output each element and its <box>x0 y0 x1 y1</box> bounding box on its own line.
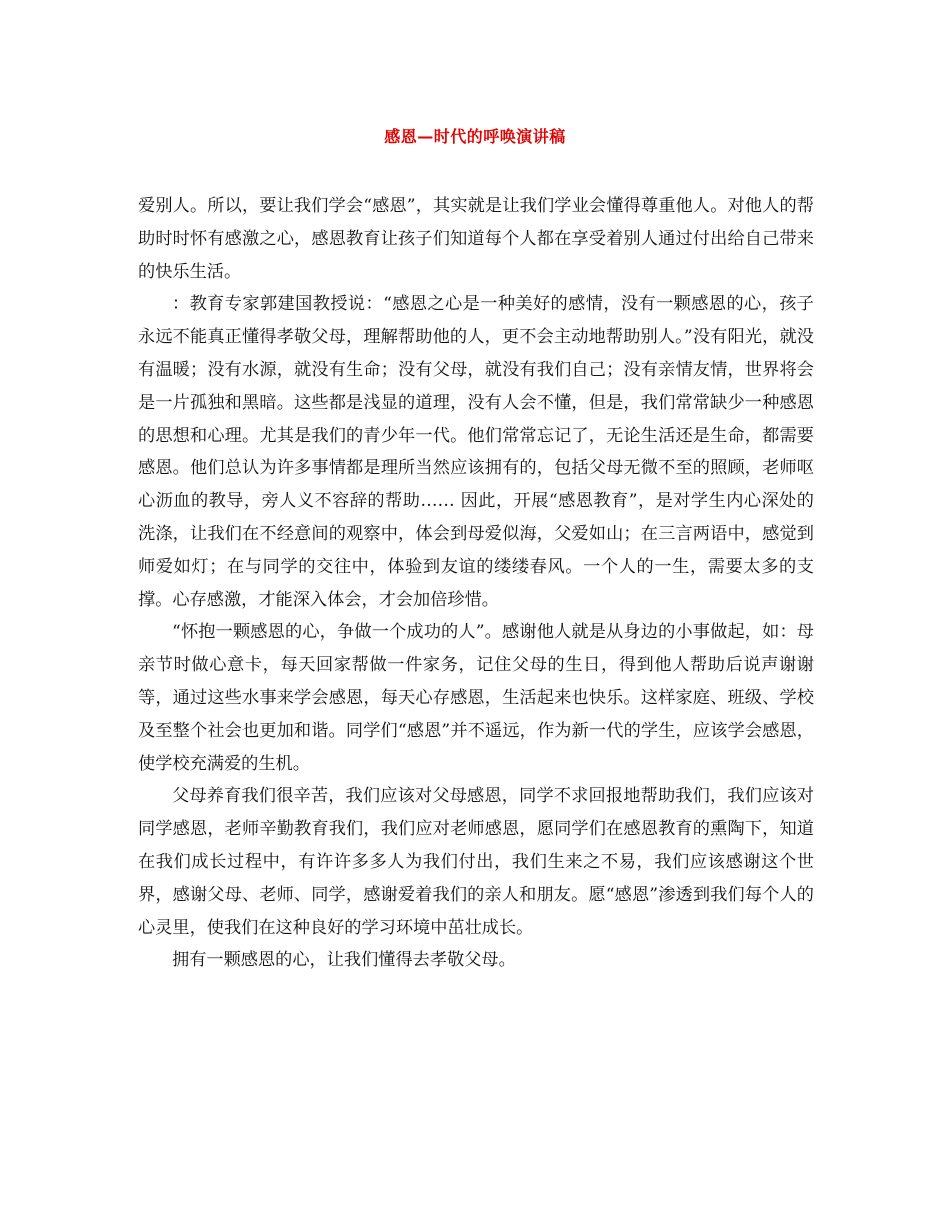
document-title: 感恩—时代的呼唤演讲稿 <box>384 127 566 146</box>
paragraph-2: ：教育专家郭建国教授说：“感恩之心是一种美好的感情，没有一颗感恩的心，孩子永远不能真正懂得孝敬父母，理解帮助他的人，更不会主动地帮助别人。”没有阳光，就没有温暖；没有水源，就没有生命；没有父母，就没有我们自己；没有亲情友情，世界将会是一片孤独和黑暗。这些都是浅显的道理，没有人会不懂，但是，我们常常缺少一种感恩的思想和心理。尤其是我们的青少年一代。他们常常忘记了，无论生活还是生命，都需要感恩。他们总认为许多事情都是理所当然应该拥有的，包括父母无微不至的照顾，老师呕心沥血的教导，旁人义不容辞的帮助…… 因此，开展“感恩教育”，是对学生内心深处的洗涤，让我们在不经意间的观察中，体会到母爱似海，父爱如山；在三言两语中，感觉到师爱如灯；在与同学的交往中，体验到友谊的缕缕春风。一个人的一生，需要太多的支撑。心存感激，才能深入体会，才会加倍珍惜。 <box>138 294 814 610</box>
paragraph-3: “怀抱一颗感恩的心，争做一个成功的人”。感谢他人就是从身边的小事做起，如：母亲节时做心意卡，每天回家帮做一件家务，记住父母的生日，得到他人帮助后说声谢谢等，通过这些水事来学会感恩，每天心存感恩，生活起来也快乐。这样家庭、班级、学校及至整个社会也更加和谐。同学们“感恩”并不遥远，作为新一代的学生，应该学会感恩，使学校充满爱的生机。 <box>138 622 814 774</box>
paragraph-4: 父母养育我们很辛苦，我们应该对父母感恩，同学不求回报地帮助我们，我们应该对同学感恩，老师辛勤教育我们，我们应对老师感恩，愿同学们在感恩教育的熏陶下，知道在我们成长过程中，有许许多多人为我们付出，我们生来之不易，我们应该感谢这个世界，感谢父母、老师、同学，感谢爱着我们的亲人和朋友。愿“感恩”渗透到我们每个人的心灵里，使我们在这种良好的学习环境中茁壮成长。 <box>138 786 814 938</box>
paragraph-1: 爱别人。所以，要让我们学会“感恩”，其实就是让我们学业会懂得尊重他人。对他人的帮助时时怀有感激之心，感恩教育让孩子们知道每个人都在享受着别人通过付出给自己带来的快乐生活。 <box>138 196 814 282</box>
document-body <box>138 190 814 977</box>
paragraph-5: 拥有一颗感恩的心，让我们懂得去孝敬父母。 <box>172 950 516 971</box>
